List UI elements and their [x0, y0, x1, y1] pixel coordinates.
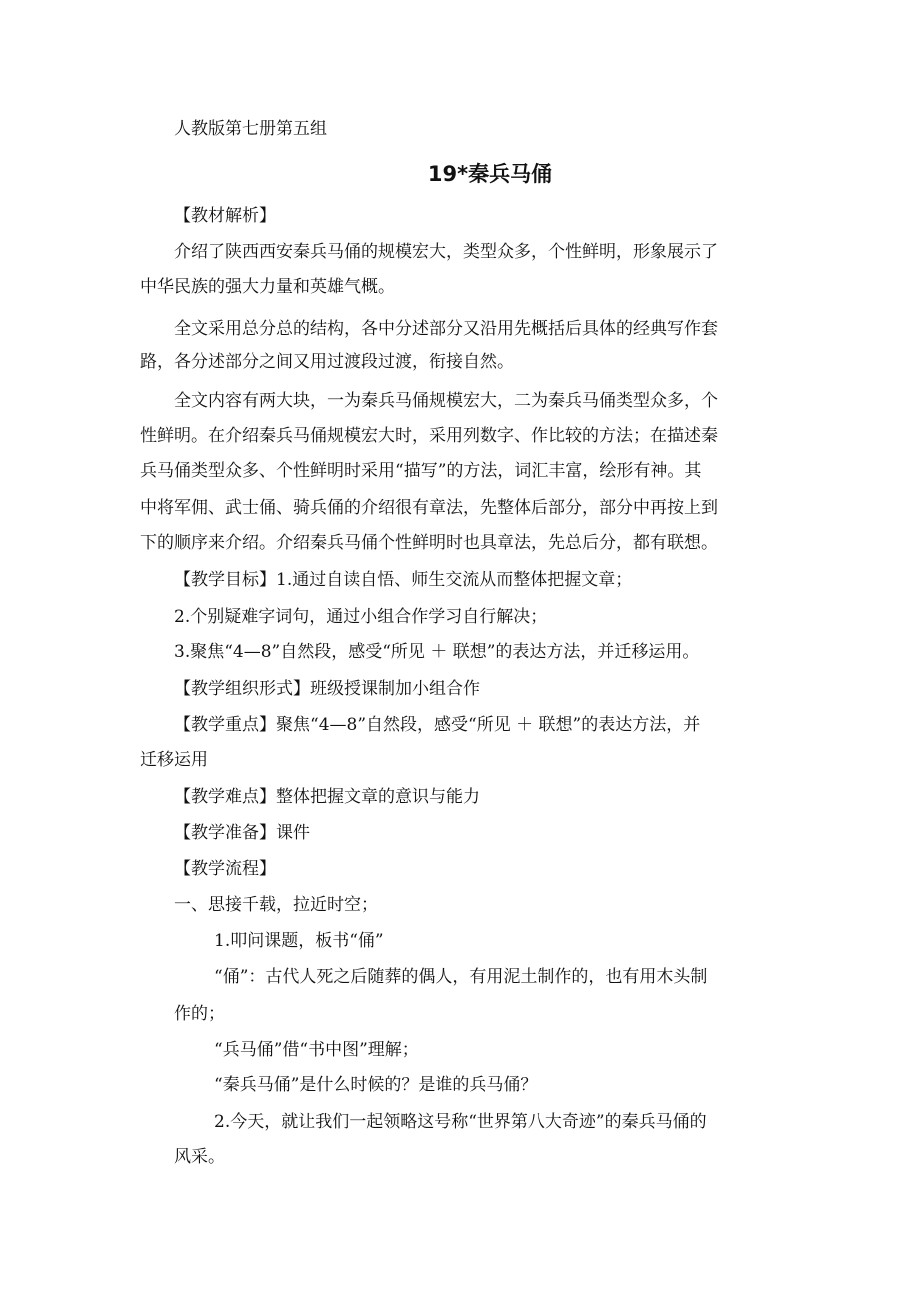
paragraph-line: 全文采用总分总的结构，各中分述部分又沿用先概括后具体的经典写作套	[174, 319, 718, 339]
paragraph-line: 性鲜明。在介绍秦兵马俑规模宏大时，采用列数字、作比较的方法；在描述秦	[140, 426, 718, 446]
teaching-goal-2: 2.个别疑难字词句，通过小组合作学习自行解决；	[174, 607, 548, 627]
teaching-goal-1: 【教学目标】1.通过自读自悟、师生交流从而整体把握文章；	[174, 570, 633, 590]
key-points-continued: 迁移运用	[140, 750, 208, 770]
section-heading: 一、思接千载，拉近时空；	[174, 895, 378, 915]
step-2: 2.今天，就让我们一起领略这号称“世界第八大奇迹”的秦兵马俑的	[214, 1112, 707, 1132]
material-analysis-heading: 【教材解析】	[174, 206, 276, 226]
teaching-goal-3: 3.聚焦“4—8”自然段，感受“所见 ＋ 联想”的表达方法，并迁移运用。	[174, 642, 700, 662]
paragraph-line: “俑”：古代人死之后随葬的偶人，有用泥土制作的，也有用木头制	[214, 967, 708, 987]
paragraph-line: 下的顺序来介绍。介绍秦兵马俑个性鲜明时也具章法，先总后分，都有联想。	[140, 533, 718, 553]
paragraph-line: 中华民族的强大力量和英雄气概。	[140, 277, 395, 297]
question-line: “兵马俑”借“书中图”理解；	[214, 1040, 419, 1060]
page-title: 19*秦兵马俑	[427, 162, 553, 186]
series-label: 人教版第七册第五组	[174, 119, 327, 139]
process-heading: 【教学流程】	[174, 859, 276, 879]
paragraph-line: 介绍了陕西西安秦兵马俑的规模宏大，类型众多，个性鲜明，形象展示了	[174, 242, 718, 262]
organization-form: 【教学组织形式】班级授课制加小组合作	[174, 679, 480, 699]
paragraph-line: 路，各分述部分之间又用过渡段过渡，衔接自然。	[140, 352, 514, 372]
step-1: 1.叩问课题，板书“俑”	[214, 931, 384, 951]
preparation: 【教学准备】课件	[174, 823, 310, 843]
question-line: “秦兵马俑”是什么时候的？是谁的兵马俑？	[214, 1075, 538, 1095]
key-points: 【教学重点】聚焦“4—8”自然段，感受“所见 ＋ 联想”的表达方法，并	[174, 715, 701, 735]
paragraph-line: 全文内容有两大块，一为秦兵马俑规模宏大，二为秦兵马俑类型众多，个	[174, 391, 718, 411]
paragraph-line: 作的；	[174, 1004, 225, 1024]
paragraph-line: 中将军佣、武士俑、骑兵俑的介绍很有章法，先整体后部分，部分中再按上到	[140, 498, 718, 518]
difficulty: 【教学难点】整体把握文章的意识与能力	[174, 787, 480, 807]
paragraph-line: 兵马俑类型众多、个性鲜明时采用“描写”的方法，词汇丰富，绘形有神。其	[140, 461, 702, 481]
paragraph-line: 风采。	[174, 1147, 225, 1167]
